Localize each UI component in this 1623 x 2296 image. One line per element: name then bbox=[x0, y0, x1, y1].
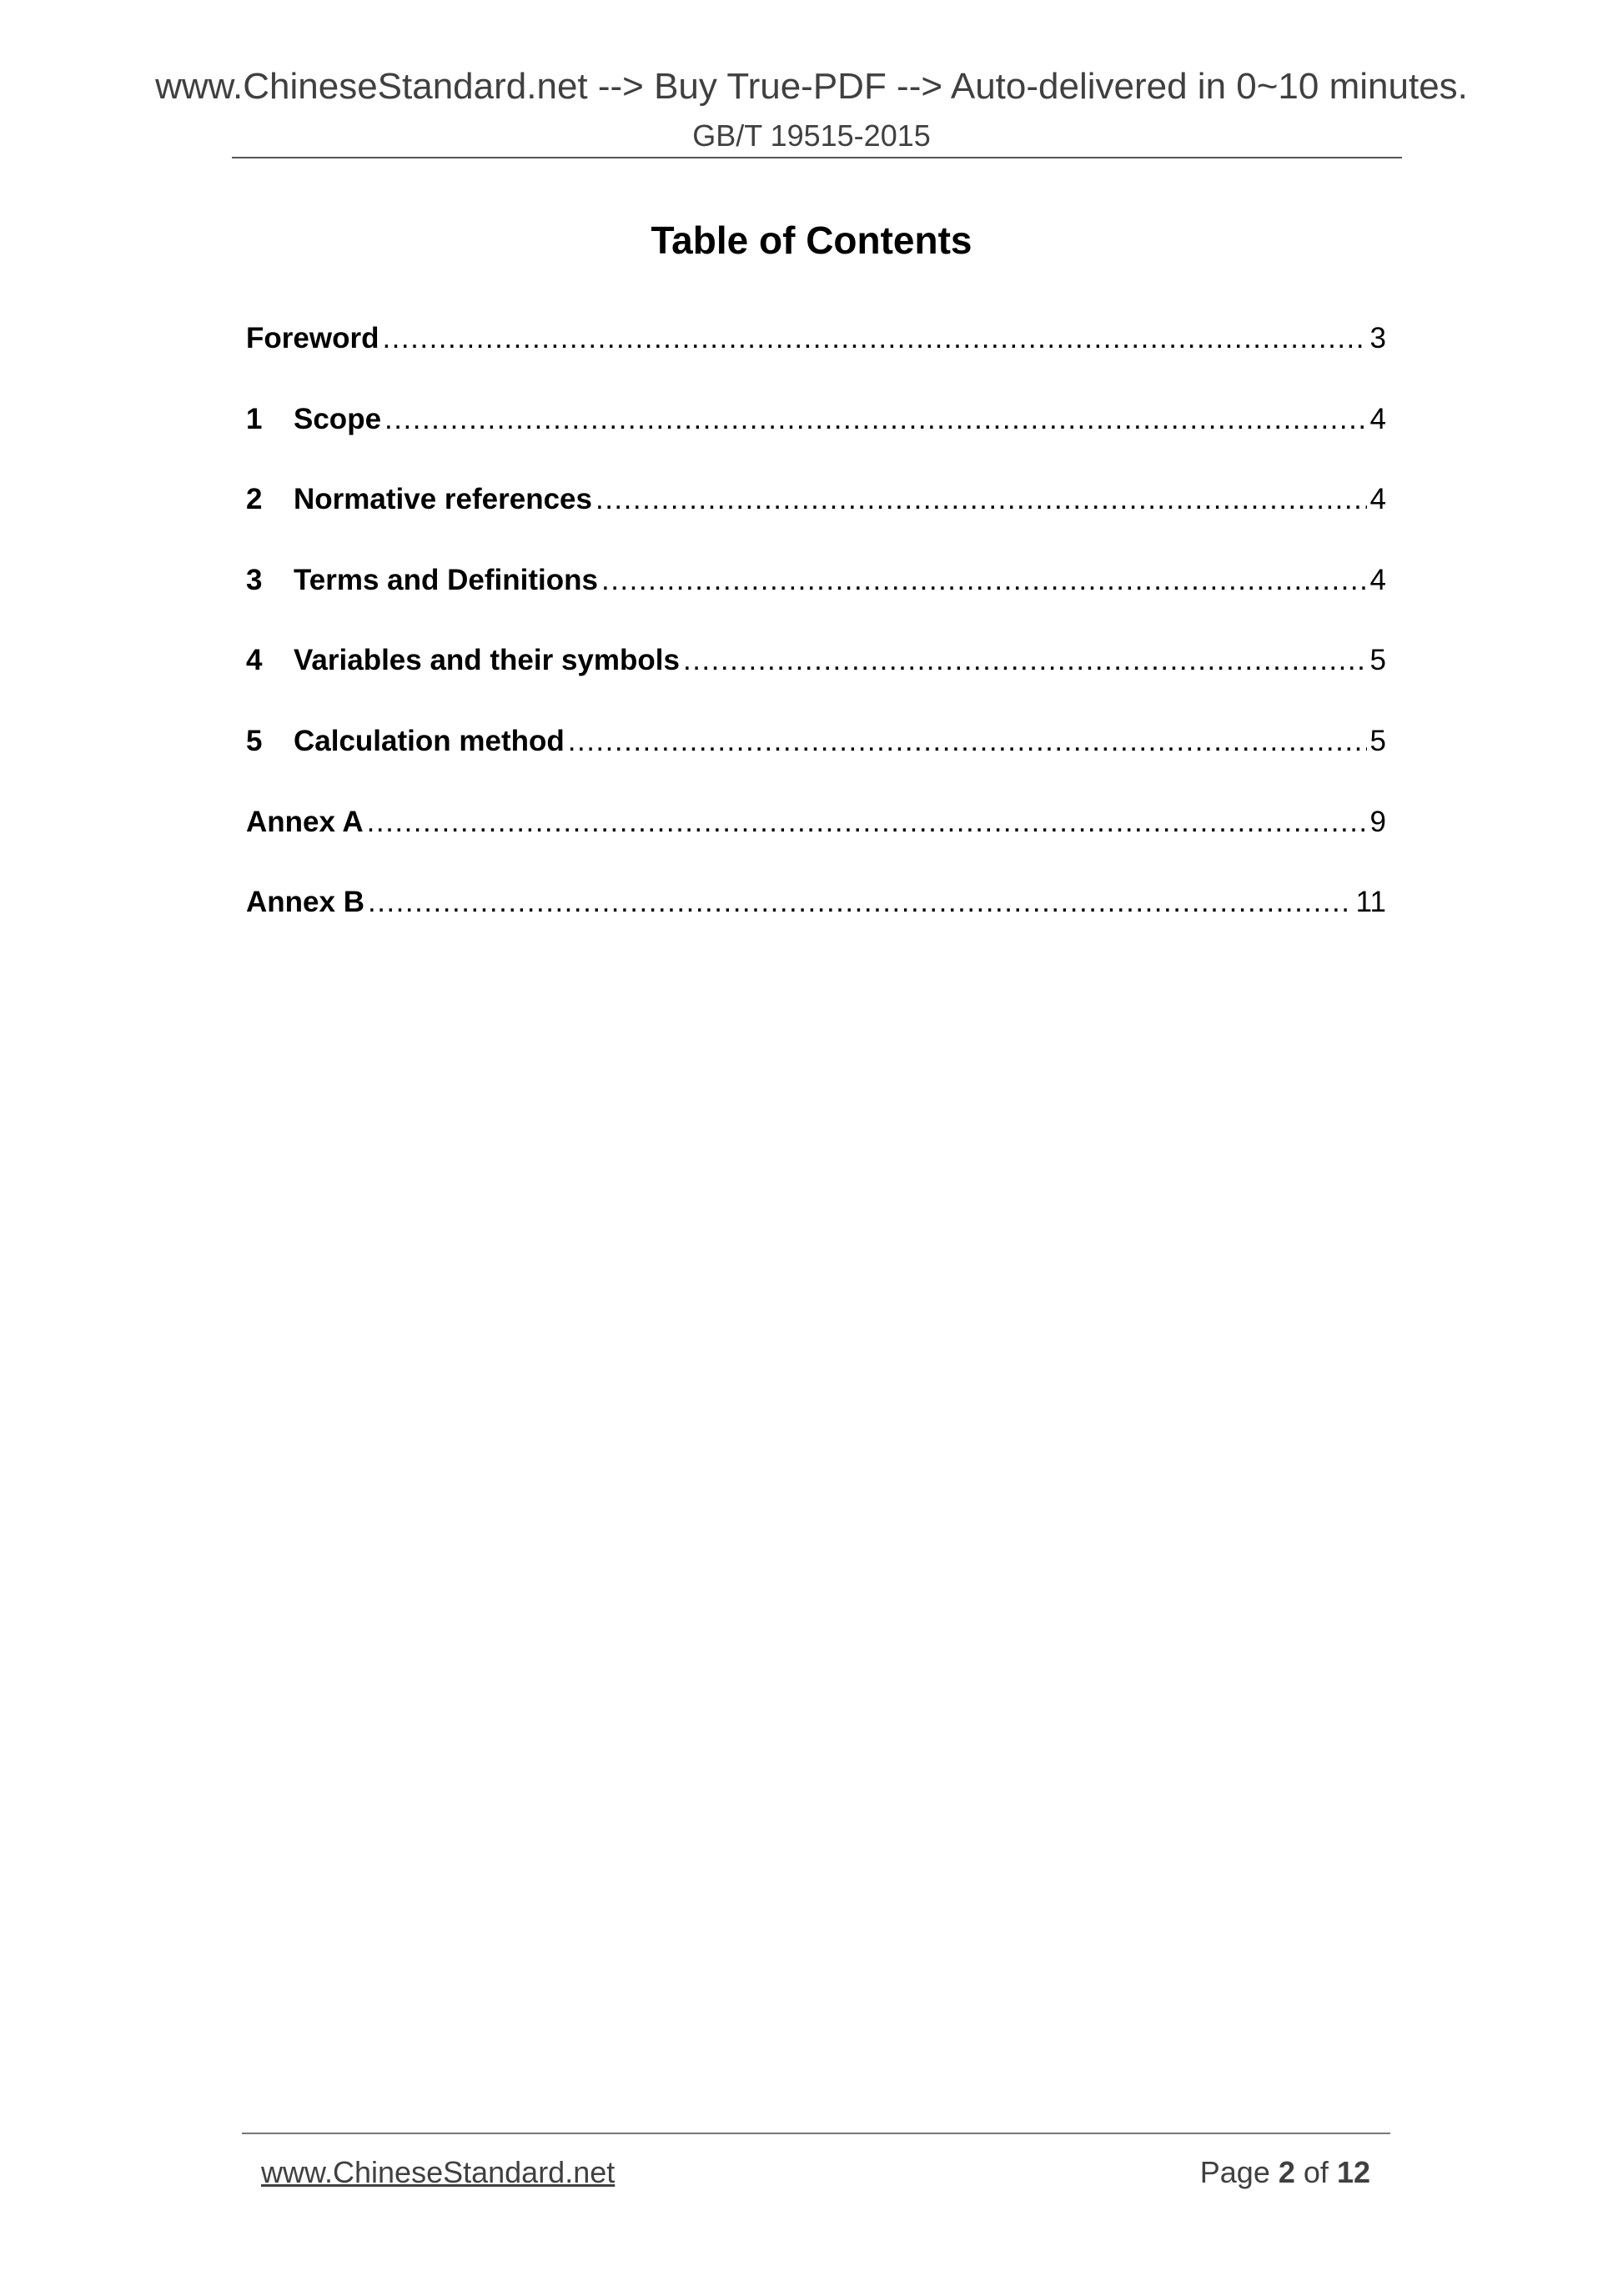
toc-entry-label: Terms and Definitions bbox=[294, 563, 598, 596]
current-page-number: 2 bbox=[1278, 2155, 1295, 2189]
total-pages: 12 bbox=[1336, 2155, 1370, 2189]
toc-dot-leader bbox=[367, 799, 1367, 846]
page-of: of bbox=[1303, 2155, 1329, 2189]
toc-entry-page: 4 bbox=[1369, 483, 1386, 516]
toc-entry-page: 5 bbox=[1369, 644, 1386, 677]
page-prefix: Page bbox=[1199, 2155, 1270, 2189]
header-divider bbox=[232, 157, 1402, 158]
toc-entry-label: Calculation method bbox=[294, 724, 565, 757]
toc-entry-annex-a[interactable] bbox=[246, 799, 1386, 880]
toc-dot-leader bbox=[595, 476, 1367, 523]
toc-entry-calculation-method[interactable] bbox=[246, 718, 1386, 799]
toc-entry-scope[interactable] bbox=[246, 396, 1386, 477]
toc-entry-page: 4 bbox=[1369, 563, 1386, 596]
toc-entry-variables-and-symbols[interactable] bbox=[246, 637, 1386, 718]
header-banner: www.ChineseStandard.net --> Buy True-PDF --> Auto-delivered in 0~10 minutes. bbox=[155, 66, 1468, 107]
standard-code: GB/T 19515-2015 bbox=[692, 118, 931, 153]
toc-dot-leader bbox=[382, 315, 1366, 362]
footer-divider bbox=[242, 2133, 1390, 2134]
footer-site-link[interactable]: www.ChineseStandard.net bbox=[261, 2155, 616, 2189]
toc-entry-number: 5 bbox=[246, 724, 263, 757]
toc-entry-number: 2 bbox=[246, 483, 263, 516]
toc-dot-leader bbox=[384, 396, 1366, 443]
toc-entry-label: Normative references bbox=[294, 483, 592, 516]
toc-entry-normative-references[interactable] bbox=[246, 476, 1386, 557]
toc-entry-number: 3 bbox=[246, 563, 263, 596]
toc-dot-leader bbox=[368, 879, 1353, 926]
toc-dot-leader bbox=[601, 557, 1367, 604]
page-indicator bbox=[1200, 2152, 1370, 2193]
toc-entry-annex-b[interactable] bbox=[246, 879, 1386, 960]
toc-entry-label: Annex A bbox=[246, 805, 364, 838]
toc-entry-label: Variables and their symbols bbox=[294, 644, 680, 677]
toc-entry-page: 4 bbox=[1369, 402, 1386, 435]
toc-title: Table of Contents bbox=[651, 219, 972, 262]
toc-entry-page: 3 bbox=[1369, 322, 1386, 354]
toc-dot-leader bbox=[568, 718, 1367, 765]
toc-entry-terms-and-definitions[interactable] bbox=[246, 557, 1386, 638]
toc-dot-leader bbox=[683, 637, 1367, 684]
toc-entry-foreword[interactable] bbox=[246, 315, 1386, 396]
table-of-contents bbox=[246, 315, 1386, 960]
toc-entry-page: 9 bbox=[1369, 805, 1386, 838]
toc-entry-label: Scope bbox=[294, 402, 382, 435]
toc-entry-number: 1 bbox=[246, 402, 263, 435]
toc-entry-label: Foreword bbox=[246, 322, 379, 354]
toc-entry-page: 5 bbox=[1369, 724, 1386, 757]
toc-entry-number: 4 bbox=[246, 644, 263, 677]
toc-entry-label: Annex B bbox=[246, 886, 364, 919]
toc-entry-page: 11 bbox=[1355, 886, 1386, 919]
